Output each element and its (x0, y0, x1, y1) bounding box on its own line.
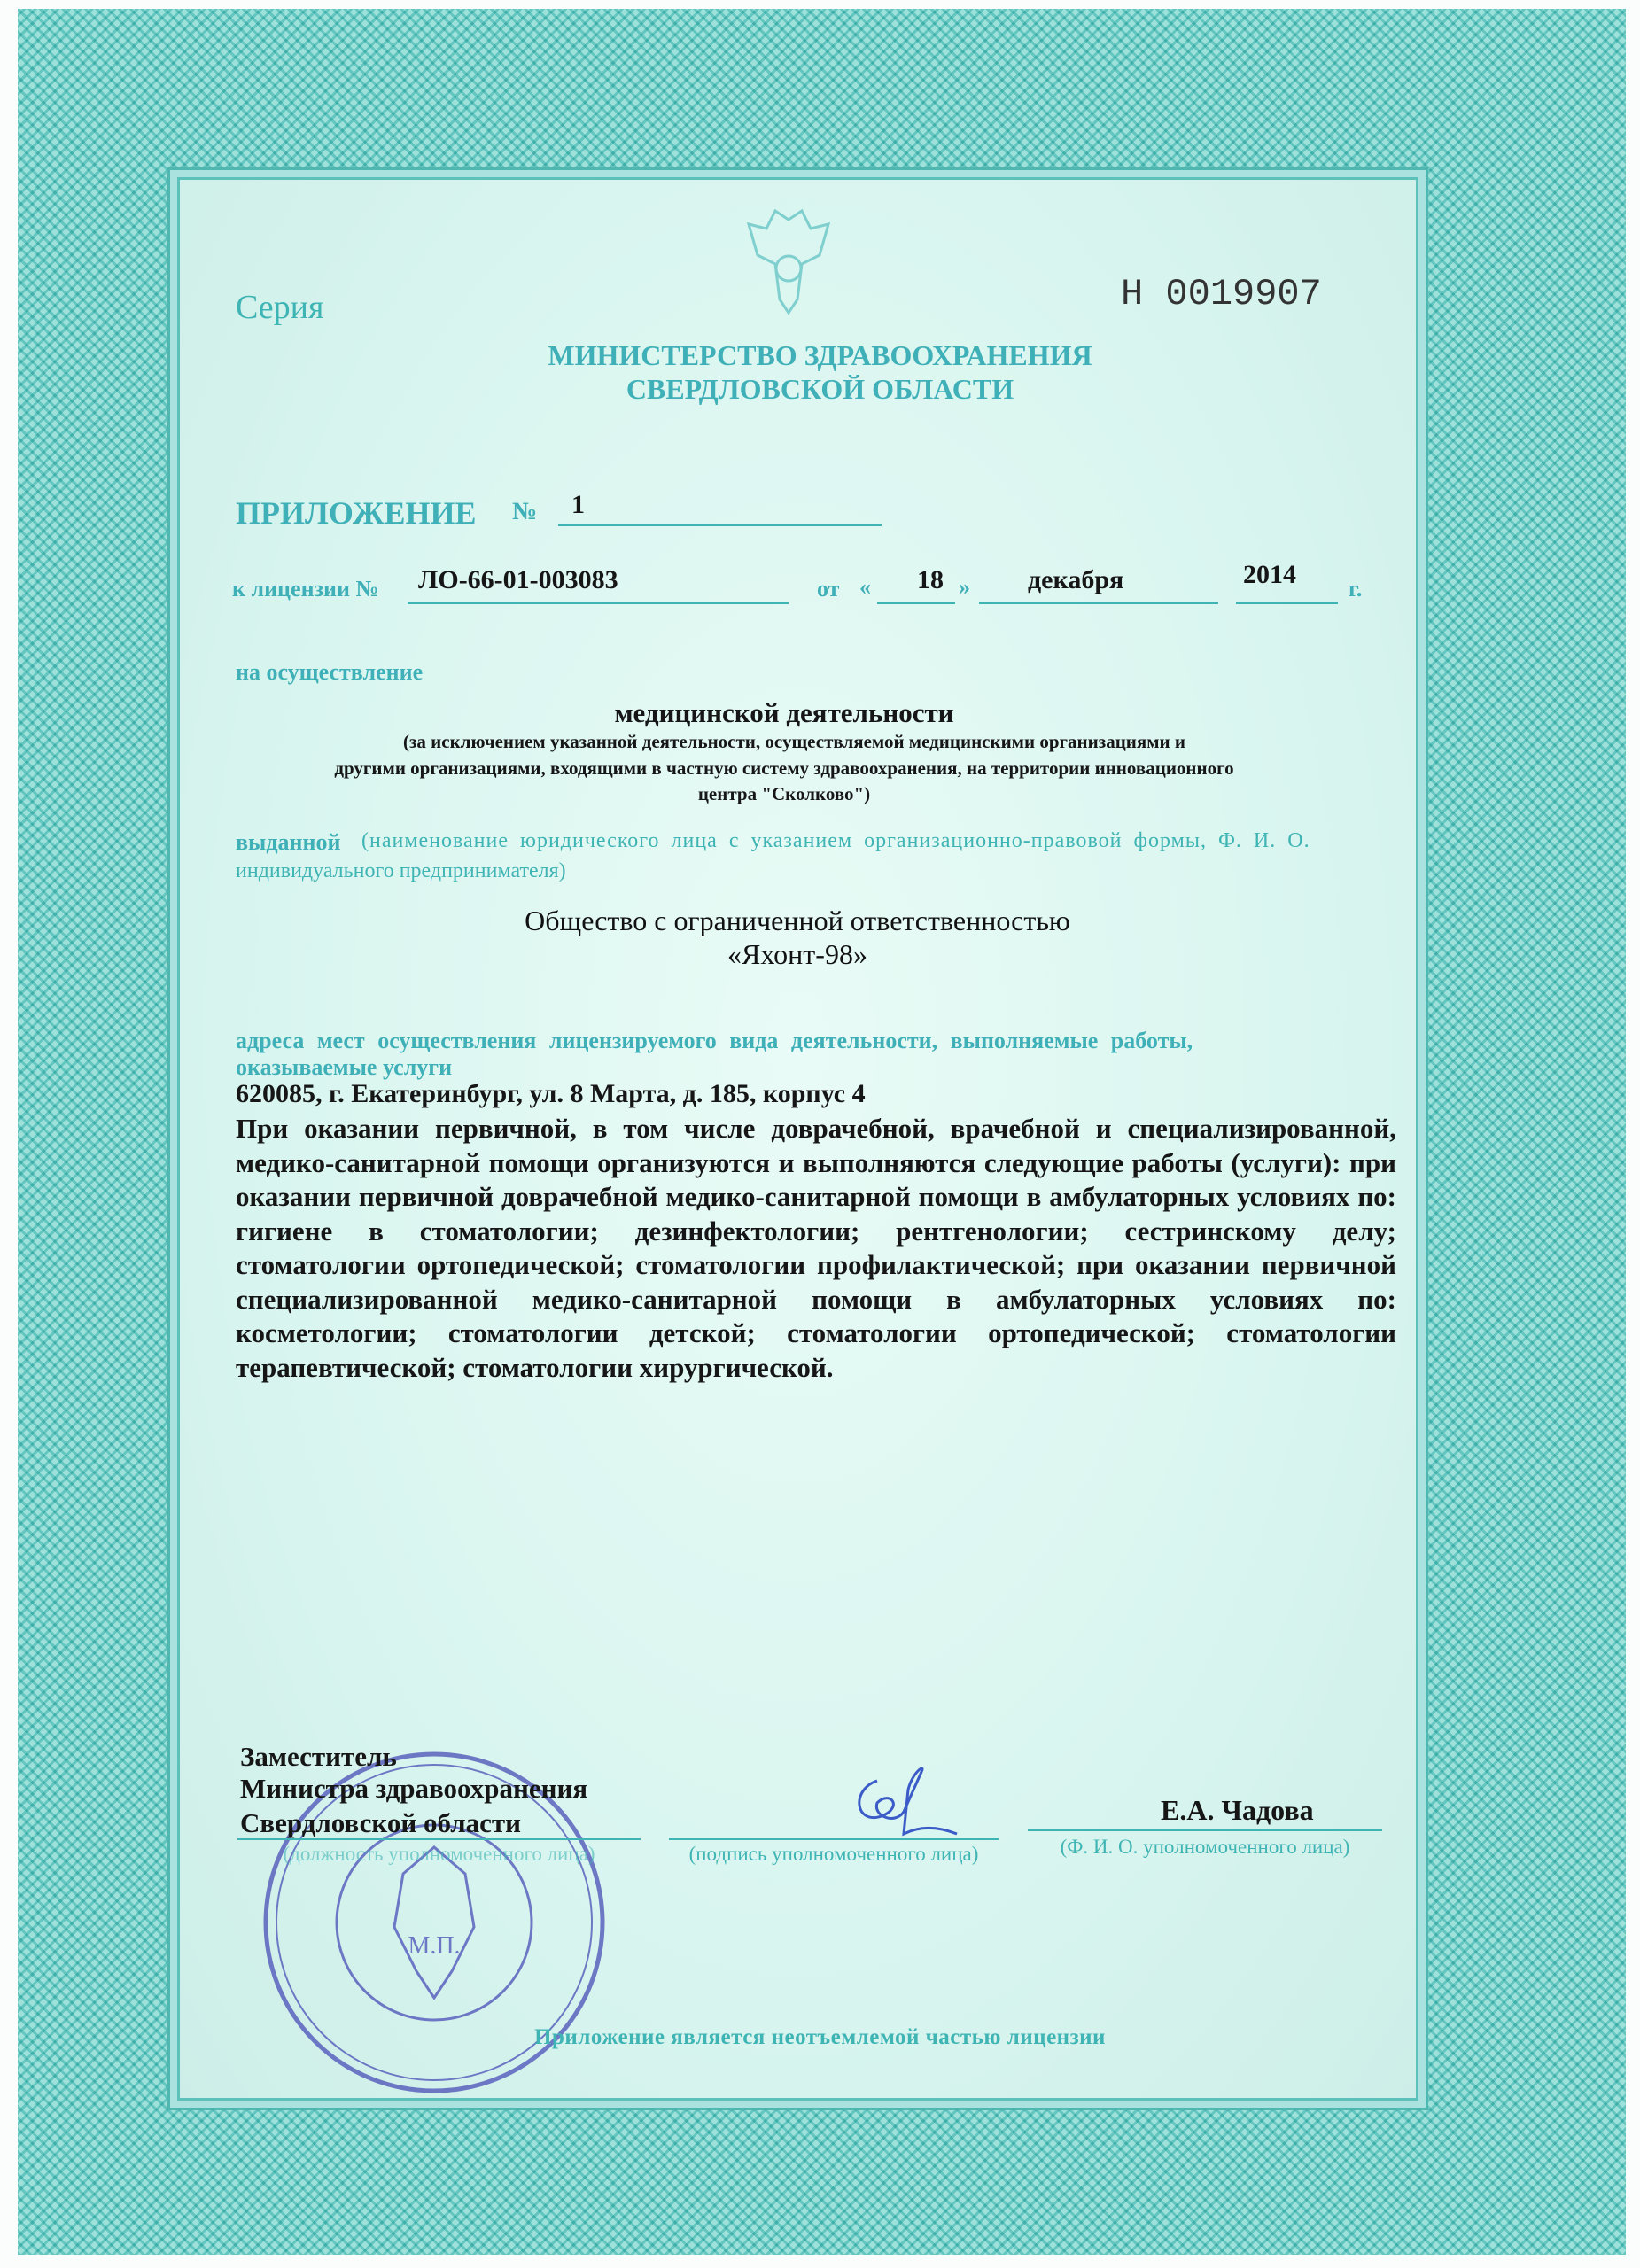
issued-label: выданной (236, 829, 341, 855)
position-line2: Министра здравоохранения (240, 1773, 588, 1804)
license-label: к лицензии № (232, 576, 379, 602)
license-day: 18 (917, 565, 944, 594)
name-caption: (Ф. И. О. уполномоченного лица) (1060, 1836, 1350, 1858)
series-label: Серия (236, 289, 324, 326)
org-name-line2: «Яхонт-98» (727, 938, 867, 970)
footer-note: Приложение является неотъемлемой частью лицензии (534, 2025, 1106, 2049)
ministry-line1: МИНИСТЕРСТВО ЗДРАВООХРАНЕНИЯ (548, 339, 1092, 371)
stamp-mp: М.П. (408, 1932, 461, 1960)
issued-hint-2: индивидуального предпринимателя) (236, 859, 566, 882)
services-text: При оказании первичной, в том числе доврачебной, врачебной и специализированной, медико-санитарной помощи организуются и выполняются следующие работы (услуги): при оказании первичной доврачебной медико-санитарной помощи в амбулаторных условиях по: гигиене в стоматологии; дезинфектологии; рентгенологии; сестринскому делу; стоматологии ортопедической; стоматологии профилактической; при оказании первичной специализированной медико-санитарной помощи в амбулаторных условиях по: косметологии; стоматологии детской; стоматологии ортопедической; стоматологии терапевтической; стоматологии хирургической. (236, 1113, 1396, 1383)
address: 620085, г. Екатеринбург, ул. 8 Марта, д. 185, корпус 4 (236, 1079, 866, 1108)
handwritten-signature (842, 1763, 983, 1843)
license-number: ЛО-66-01-003083 (418, 565, 618, 594)
activity-note-2: другими организациями, входящими в частную систему здравоохранения, на территории инновационного (334, 757, 1234, 779)
position-line1: Заместитель (240, 1741, 397, 1772)
license-year: 2014 (1243, 560, 1296, 589)
activity-label: на осуществление (236, 659, 424, 685)
quote-close: » (959, 574, 970, 600)
addresses-label-2: оказываемые услуги (236, 1054, 453, 1080)
number-sign: № (512, 498, 538, 525)
position-caption: (должность уполномоченного лица) (283, 1843, 595, 1865)
org-name-line1: Общество с ограниченной ответственностью (525, 905, 1070, 936)
from-label: от (817, 576, 840, 602)
ministry-line2: СВЕРДЛОВСКОЙ ОБЛАСТИ (626, 373, 1014, 405)
addresses-label-1: адреса мест осуществления лицензируемого вида деятельности, выполняемые работы, (236, 1028, 1193, 1053)
signature-caption: (подпись уполномоченного лица) (688, 1843, 979, 1865)
activity-note-3: центра "Сколково") (697, 783, 871, 804)
signer-name: Е.А. Чадова (1161, 1794, 1314, 1826)
activity-title: медицинской деятельности (614, 697, 954, 728)
series-number: Н 0019907 (1121, 273, 1322, 315)
appendix-number: 1 (571, 490, 585, 519)
activity-note-1: (за исключением указанной деятельности, осуществляемой медицинскими организациями и (403, 731, 1186, 752)
license-month: декабря (1028, 565, 1124, 594)
issued-hint-1: (наименование юридического лица с указанием организационно-правовой формы, Ф. И. О. (361, 829, 1310, 852)
appendix-label: ПРИЛОЖЕНИЕ (236, 495, 477, 531)
position-line3: Свердловской области (240, 1807, 521, 1838)
quote-open: « (859, 574, 871, 600)
year-suffix: г. (1349, 576, 1363, 602)
coat-of-arms-icon (740, 202, 837, 317)
